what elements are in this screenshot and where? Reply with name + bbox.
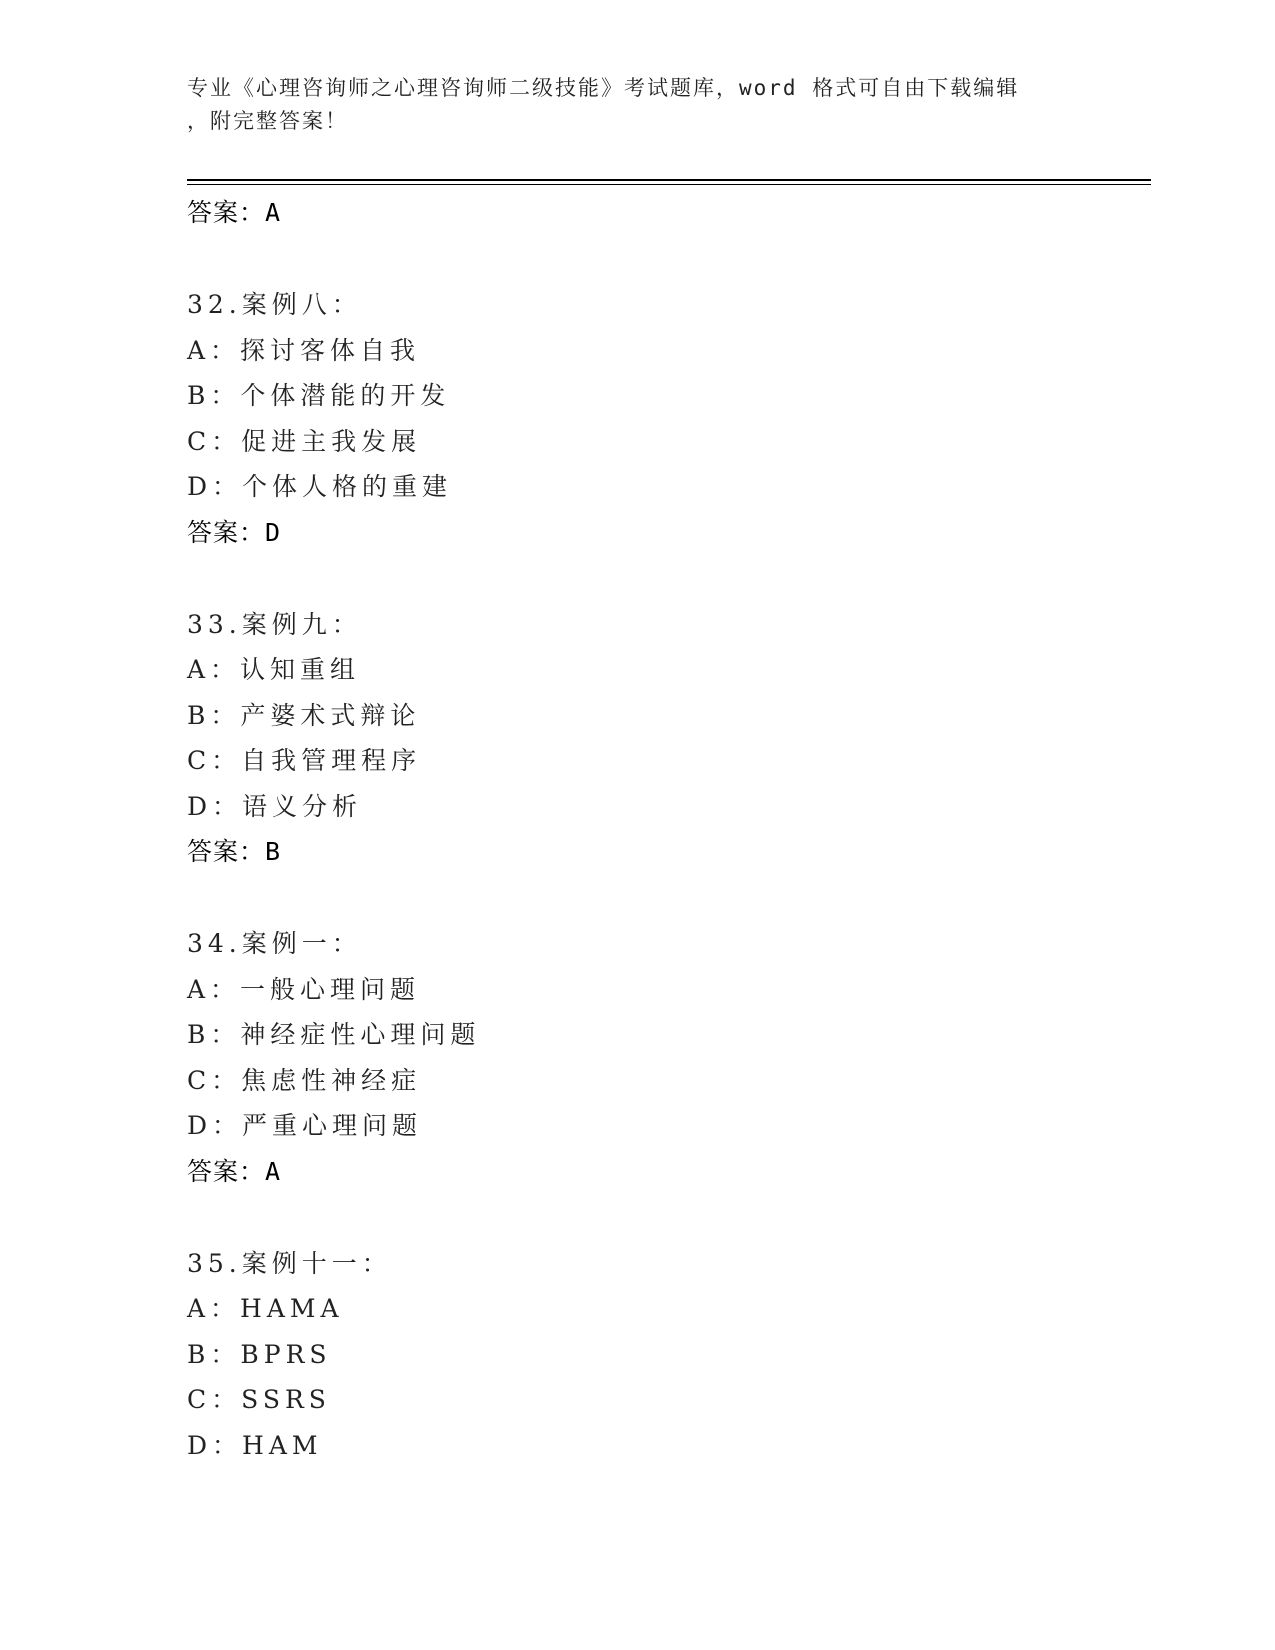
document-header bbox=[187, 72, 1067, 138]
question-block bbox=[187, 602, 1147, 876]
option-a: A：一般心理问题 bbox=[187, 974, 421, 1004]
header-divider-thick bbox=[187, 179, 1151, 181]
spacer bbox=[187, 1195, 1147, 1241]
header-line-1: 专业《心理咨询师之心理咨询师二级技能》考试题库，word 格式可自由下载编辑 bbox=[187, 76, 1020, 100]
question-block bbox=[187, 1241, 1147, 1469]
spacer bbox=[187, 875, 1147, 921]
spacer bbox=[187, 556, 1147, 602]
option-d: D：HAM bbox=[187, 1430, 323, 1460]
header-line-2: ，附完整答案！ bbox=[187, 109, 348, 133]
option-d: D：个体人格的重建 bbox=[187, 472, 453, 501]
option-b: B：个体潜能的开发 bbox=[187, 381, 451, 410]
option-d: D：语义分析 bbox=[187, 791, 363, 821]
option-b: B：产婆术式辩论 bbox=[187, 700, 421, 730]
option-c: C：SSRS bbox=[187, 1385, 331, 1414]
option-b: B：BPRS bbox=[187, 1339, 332, 1369]
answer-line: 答案：D bbox=[187, 517, 282, 547]
question-list bbox=[187, 190, 1147, 1468]
question-block bbox=[187, 282, 1147, 556]
option-a: A：探讨客体自我 bbox=[187, 335, 421, 365]
question-stem: 35.案例十一： bbox=[187, 1248, 392, 1278]
question-stem: 34.案例一： bbox=[187, 929, 362, 958]
question-block bbox=[187, 921, 1147, 1195]
answer-line: 答案：A bbox=[187, 1156, 282, 1186]
answer-line: 答案：B bbox=[187, 837, 282, 866]
spacer bbox=[187, 236, 1147, 282]
option-c: C：促进主我发展 bbox=[187, 426, 422, 456]
option-a: A：HAMA bbox=[187, 1294, 344, 1323]
question-stem: 32.案例八： bbox=[187, 290, 362, 319]
header-divider-thin bbox=[187, 184, 1151, 185]
option-c: C：自我管理程序 bbox=[187, 746, 422, 775]
question-stem: 33.案例九： bbox=[187, 609, 362, 639]
option-a: A：认知重组 bbox=[187, 655, 361, 684]
previous-answer: 答案：A bbox=[187, 198, 282, 227]
option-c: C：焦虑性神经症 bbox=[187, 1065, 422, 1095]
option-b: B：神经症性心理问题 bbox=[187, 1020, 481, 1049]
option-d: D：严重心理问题 bbox=[187, 1111, 423, 1140]
